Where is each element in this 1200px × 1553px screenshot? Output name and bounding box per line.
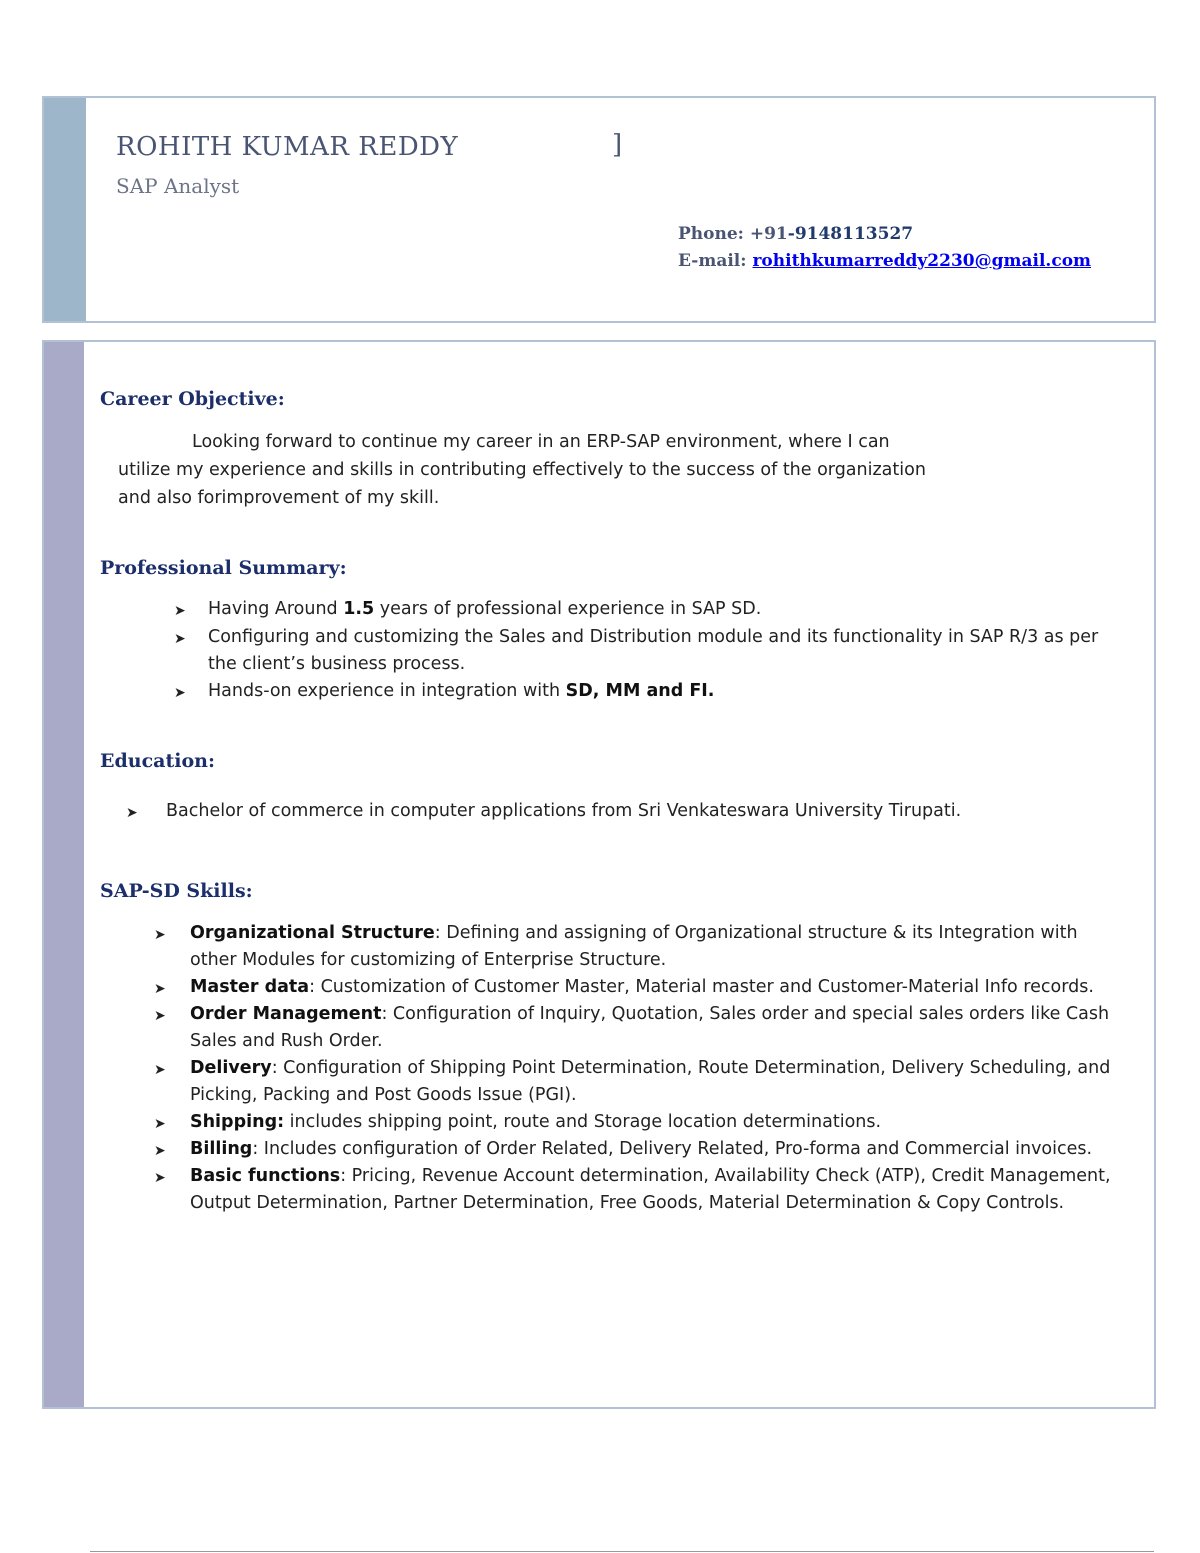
candidate-name: ROHITH KUMAR REDDY <box>116 132 459 162</box>
summary-item: ➤ Configuring and customizing the Sales and Distribution module and its functionality in SAP R/3 as per the client’s business process. <box>174 627 1099 674</box>
arrow-bullet-icon: ➤ <box>154 1116 166 1132</box>
career-objective-heading: Career Objective: <box>100 388 285 410</box>
skill-item: ➤ Organizational Structure: Defining and assigning of Organizational structure & its Integration with other Modules for customizing of Enterprise Structure. <box>154 923 1078 970</box>
sap-sd-skills-heading: SAP-SD Skills: <box>100 880 253 902</box>
arrow-bullet-icon: ➤ <box>154 1170 166 1186</box>
arrow-bullet-icon: ➤ <box>154 927 166 943</box>
body-accent-bar <box>44 342 84 1407</box>
email-label: E-mail: <box>678 251 747 271</box>
phone-number: -9148113527 <box>787 224 914 244</box>
footer-divider <box>90 1551 1154 1552</box>
skill-item: ➤ Shipping: includes shipping point, route and Storage location determinations. <box>154 1109 1114 1136</box>
header-panel <box>42 96 1156 323</box>
arrow-bullet-icon: ➤ <box>154 1143 166 1159</box>
skill-item: ➤ Basic functions: Pricing, Revenue Account determination, Availability Check (ATP), Credit Management, Output Determination, Partner Determination, Free Goods, Material Determination & Copy Controls. <box>154 1166 1111 1213</box>
education-item: ➤ Bachelor of commerce in computer applications from Sri Venkateswara University Tirupati. <box>126 798 1086 825</box>
header-accent-bar <box>44 98 86 321</box>
bracket-mark: ] <box>612 130 623 160</box>
arrow-bullet-icon: ➤ <box>154 1008 166 1024</box>
summary-item: ➤ Having Around 1.5 years of professional experience in SAP SD. <box>174 596 1104 623</box>
phone-label: Phone: <box>678 224 744 244</box>
summary-item: ➤ Hands-on experience in integration with SD, MM and FI. <box>174 678 1104 705</box>
education-heading: Education: <box>100 750 215 772</box>
education-list <box>126 798 1086 825</box>
candidate-role: SAP Analyst <box>116 174 240 198</box>
email-link[interactable]: rohithkumarreddy2230@gmail.com <box>752 251 1092 271</box>
objective-line: and also forimprovement of my skill. <box>118 488 440 508</box>
arrow-bullet-icon: ➤ <box>174 631 186 647</box>
career-objective-text <box>118 428 1058 512</box>
professional-summary-list <box>174 596 1104 705</box>
arrow-bullet-icon: ➤ <box>126 805 138 821</box>
skill-item: ➤ Order Management: Configuration of Inquiry, Quotation, Sales order and special sales orders like Cash Sales and Rush Order. <box>154 1004 1110 1051</box>
arrow-bullet-icon: ➤ <box>174 685 186 701</box>
phone-prefix: +91 <box>749 224 788 244</box>
body-panel <box>42 340 1156 1409</box>
skill-item: ➤ Master data: Customization of Customer Master, Material master and Customer-Material Info records. <box>154 974 1114 1001</box>
objective-line: Looking forward to continue my career in an ERP-SAP environment, where I can <box>192 432 890 452</box>
skill-item: ➤ Delivery: Configuration of Shipping Point Determination, Route Determination, Delivery Scheduling, and Picking, Packing and Post Goods Issue (PGI). <box>154 1058 1111 1105</box>
arrow-bullet-icon: ➤ <box>154 981 166 997</box>
email-line <box>678 251 1091 271</box>
sap-sd-skills-list <box>154 920 1114 1217</box>
arrow-bullet-icon: ➤ <box>154 1062 166 1078</box>
phone-line <box>678 224 913 244</box>
professional-summary-heading: Professional Summary: <box>100 557 347 579</box>
skill-item: ➤ Billing: Includes configuration of Order Related, Delivery Related, Pro-forma and Commercial invoices. <box>154 1136 1114 1163</box>
objective-line: utilize my experience and skills in contributing effectively to the success of the organization <box>118 460 926 480</box>
arrow-bullet-icon: ➤ <box>174 603 186 619</box>
